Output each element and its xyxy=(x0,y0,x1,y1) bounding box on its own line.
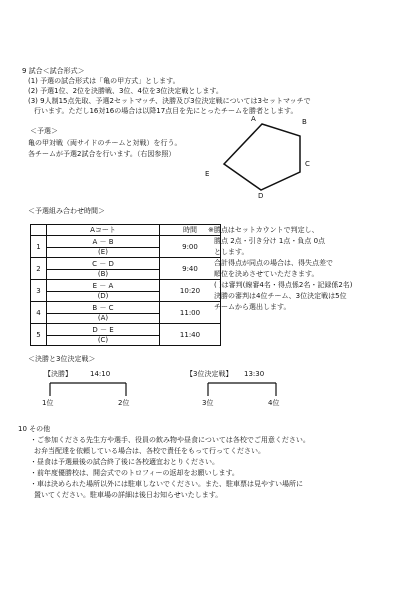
third-right: 4位 xyxy=(268,399,280,407)
section9-line: (2) 予選1位、2位を決勝戦、3位、4位を3位決定戦とします。 xyxy=(28,87,223,95)
final-right: 2位 xyxy=(118,399,130,407)
section10-line: ・前年度優勝校は、開会式でのトロフィーの返却をお願いします。 xyxy=(30,469,239,477)
pentagon-label-a: A xyxy=(251,115,256,123)
section10-line: ・昼食は予選最後の試合終了後に各校適宜おとりください。 xyxy=(30,458,219,466)
third-left: 3位 xyxy=(202,399,214,407)
note-line: ( )は審判(線審4名・得点係2名・記録係2名) xyxy=(214,281,353,289)
table-row xyxy=(31,236,221,258)
table-row xyxy=(31,280,221,302)
match-referee: (B) xyxy=(47,269,159,278)
schedule-title: ＜予選組み合わせ時間＞ xyxy=(28,207,105,215)
match-referee: (E) xyxy=(47,247,159,256)
pentagon-label-d: D xyxy=(258,192,264,200)
table-row xyxy=(31,258,221,280)
note-line: とします。 xyxy=(214,248,249,256)
final-bracket xyxy=(50,383,126,396)
section9-line: (3) 9人制15点先取、予選2セットマッチ、決勝及び3位決定戦については3セットマッチで xyxy=(28,97,311,105)
pentagon-label-b: B xyxy=(302,118,307,126)
row-number: 4 xyxy=(31,302,47,324)
row-number: 3 xyxy=(31,280,47,302)
table-row xyxy=(31,324,221,346)
note-line: 順位を決めさせていただきます。 xyxy=(214,270,319,278)
yosen-line: 亀の甲対戦（両サイドのチームと対戦）を行う。 xyxy=(28,139,182,147)
pentagon-label-c: C xyxy=(305,160,310,168)
header-time: 時間 xyxy=(160,225,221,236)
match-teams: E － A xyxy=(92,282,114,290)
match-referee: (C) xyxy=(47,335,159,344)
third-label: 【3位決定戦】 xyxy=(186,370,233,378)
third-bracket xyxy=(208,383,276,396)
yosen-title: ＜予選＞ xyxy=(30,127,58,135)
table-row xyxy=(31,302,221,324)
pentagon-shape xyxy=(224,124,300,190)
note-line: 決勝の審判は4位チーム、3位決定戦は5位 xyxy=(214,292,347,300)
row-number: 2 xyxy=(31,258,47,280)
match-referee: (A) xyxy=(47,313,159,322)
pentagon-label-e: E xyxy=(205,170,210,178)
section10-line: ・ご参加くださる先生方や選手、役員の飲み物や昼食については各校でご用意ください。 xyxy=(30,436,310,444)
section9-heading: 9 試合＜試合形式＞ xyxy=(22,67,85,75)
note-line: 勝点 2点・引き分け 1点・負点 0点 xyxy=(214,237,326,245)
finals-title: ＜決勝と3位決定戦＞ xyxy=(28,355,96,363)
yosen-line: 各チームが予選2試合を行います。（右図参照） xyxy=(28,150,176,158)
row-number: 1 xyxy=(31,236,47,258)
section10-line: お弁当配達を依頼している場合は、各校で責任をもって行ってください。 xyxy=(34,447,265,455)
note-line: 合計得点が同点の場合は、得失点差で xyxy=(214,259,333,267)
section10-heading: 10 その他 xyxy=(18,425,51,433)
match-time: 9:00 xyxy=(160,236,221,258)
match-referee: (D) xyxy=(47,291,159,300)
section9-line: 行います。ただし16対16の場合は以降17点目を先にとったチームを勝者とします。 xyxy=(34,107,298,115)
match-time: 10:20 xyxy=(160,280,221,302)
note-line: チームから選出します。 xyxy=(214,303,291,311)
match-teams: D － E xyxy=(92,326,114,334)
header-court: Aコート xyxy=(47,225,160,236)
final-time: 14:10 xyxy=(90,370,111,378)
match-time: 11:00 xyxy=(160,302,221,324)
section9-line: (1) 予選の試合形式は「亀の甲方式」とします。 xyxy=(28,77,180,85)
header-blank xyxy=(31,225,47,236)
match-time: 9:40 xyxy=(160,258,221,280)
schedule-table xyxy=(30,224,221,346)
section10-line: 置いてください。駐車場の詳細は後日お知らせいたします。 xyxy=(34,491,223,499)
section10-line: ・車は決められた場所以外には駐車しないでください。また、駐車票は見やすい場所に xyxy=(30,480,303,488)
match-teams: A － B xyxy=(92,238,114,246)
row-number: 5 xyxy=(31,324,47,346)
match-teams: C － D xyxy=(92,260,114,268)
final-left: 1位 xyxy=(42,399,54,407)
note-line: ※勝点はセットカウントで判定し、 xyxy=(208,226,319,234)
final-label: 【決勝】 xyxy=(44,370,72,378)
match-teams: B － C xyxy=(92,304,114,312)
match-time: 11:40 xyxy=(160,324,221,346)
third-time: 13:30 xyxy=(244,370,265,378)
